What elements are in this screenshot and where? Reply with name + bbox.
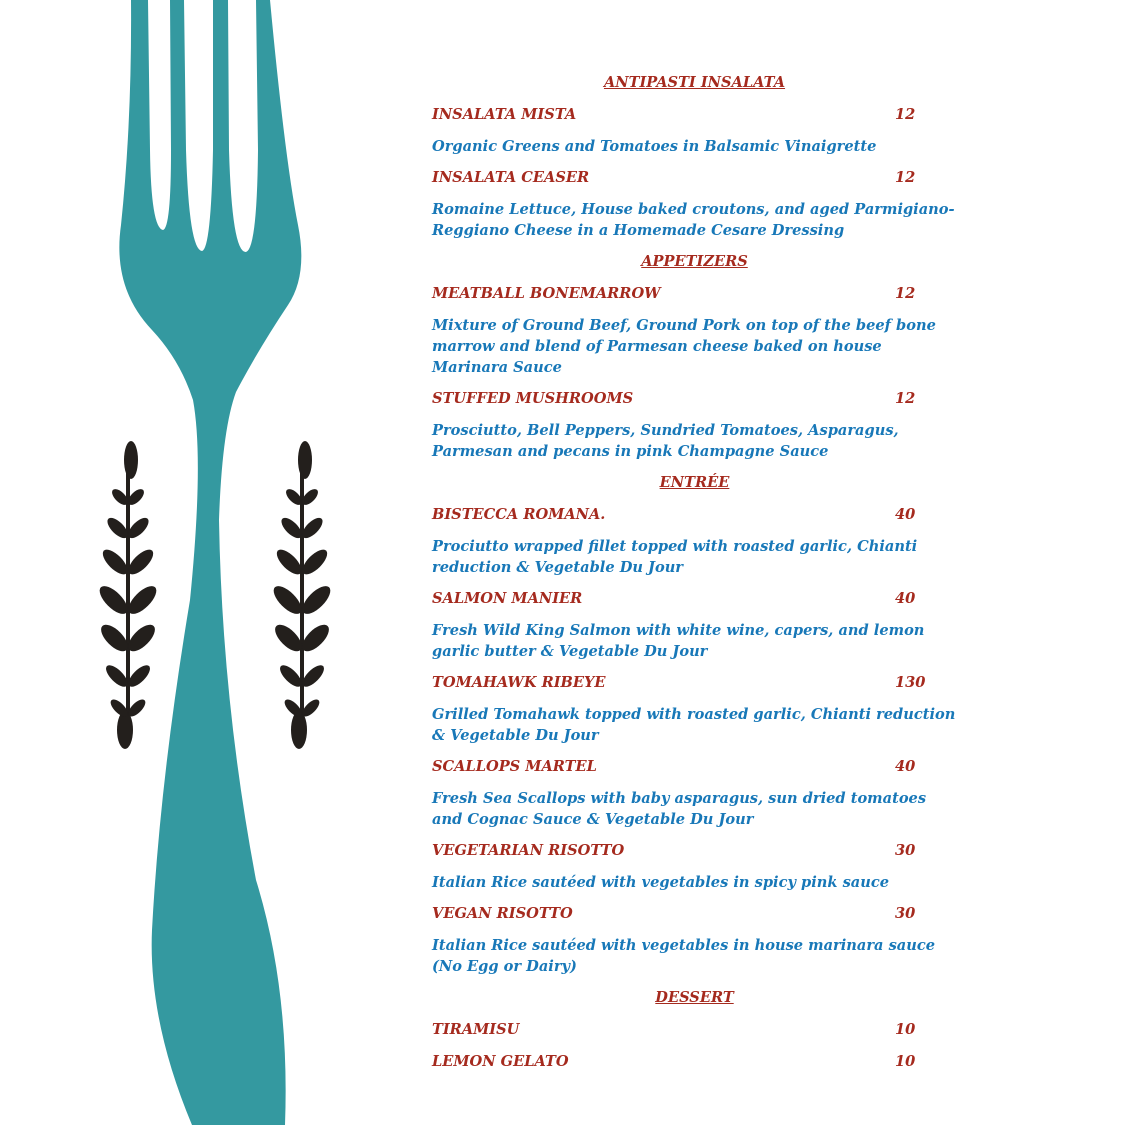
menu-item-insalata-mista [432, 104, 957, 126]
menu-item-salmon-manier [432, 588, 957, 610]
item-name: MEATBALL BONEMARROW [432, 285, 661, 302]
item-price: 30 [895, 842, 916, 859]
section-appetizers [432, 251, 957, 462]
item-description: Prociutto wrapped fillet topped with roasted garlic, Chianti reduction & Vegetable Du Jour [432, 538, 918, 576]
menu-item-insalata-ceaser [432, 167, 957, 189]
item-price: 40 [895, 590, 916, 607]
section-heading: DESSERT [655, 989, 734, 1006]
menu-item-meatball-bonemarrow [432, 283, 957, 305]
decorative-artwork [0, 0, 420, 1125]
menu-content [432, 72, 957, 1073]
section-heading: ENTRÉE [659, 474, 730, 491]
item-name: TIRAMISU [432, 1021, 520, 1038]
section-entree [432, 472, 957, 977]
item-description: Grilled Tomahawk topped with roasted garlic, Chianti reduction & Vegetable Du Jour [432, 706, 956, 744]
item-price: 40 [895, 506, 916, 523]
item-description: Fresh Wild King Salmon with white wine, capers, and lemon garlic butter & Vegetable Du Jour [432, 622, 925, 660]
item-description: Mixture of Ground Beef, Ground Pork on top of the beef bone marrow and blend of Parmesan cheese baked on house Marinara Sauce [432, 317, 936, 376]
menu-item-lemon-gelato [432, 1051, 957, 1073]
item-description: Fresh Sea Scallops with baby asparagus, sun dried tomatoes and Cognac Sauce & Vegetable Du Jour [432, 790, 927, 828]
item-price: 10 [895, 1021, 916, 1038]
item-description: Italian Rice sautéed with vegetables in spicy pink sauce [432, 874, 890, 891]
item-name: LEMON GELATO [432, 1053, 569, 1070]
laurel-sprig-icon [269, 441, 335, 749]
item-price: 10 [895, 1053, 916, 1070]
menu-item-tomahawk-ribeye [432, 672, 957, 694]
item-description: Organic Greens and Tomatoes in Balsamic Vinaigrette [432, 138, 877, 155]
item-price: 30 [895, 905, 916, 922]
menu-item-vegetarian-risotto [432, 840, 957, 862]
item-name: VEGAN RISOTTO [432, 905, 573, 922]
item-name: SCALLOPS MARTEL [432, 758, 597, 775]
section-dessert [432, 987, 957, 1073]
item-name: STUFFED MUSHROOMS [432, 390, 634, 407]
item-name: TOMAHAWK RIBEYE [432, 674, 606, 691]
item-name: SALMON MANIER [432, 590, 583, 607]
item-price: 12 [895, 169, 916, 186]
menu-item-scallops-martel [432, 756, 957, 778]
item-name: INSALATA CEASER [432, 169, 590, 186]
item-price: 12 [895, 106, 916, 123]
menu-item-vegan-risotto [432, 903, 957, 925]
item-description: Prosciutto, Bell Peppers, Sundried Tomatoes, Asparagus, Parmesan and pecans in pink Champagne Sauce [432, 422, 899, 460]
item-price: 12 [895, 390, 916, 407]
item-name: BISTECCA ROMANA. [432, 506, 606, 523]
item-price: 40 [895, 758, 916, 775]
item-name: INSALATA MISTA [432, 106, 577, 123]
laurel-sprig-icon [95, 441, 161, 749]
item-description: Italian Rice sautéed with vegetables in house marinara sauce (No Egg or Dairy) [432, 937, 936, 975]
item-price: 130 [895, 674, 926, 691]
menu-item-stuffed-mushrooms [432, 388, 957, 410]
menu-item-tiramisu [432, 1019, 957, 1041]
menu-item-bistecca-romana [432, 504, 957, 526]
item-name: VEGETARIAN RISOTTO [432, 842, 625, 859]
item-description: Romaine Lettuce, House baked croutons, and aged Parmigiano-Reggiano Cheese in a Homemade Cesare Dressing [432, 201, 955, 239]
section-antipasti [432, 72, 957, 241]
menu-title-clipped [517, 0, 877, 6]
section-heading: APPETIZERS [641, 253, 748, 270]
item-price: 12 [895, 285, 916, 302]
section-heading: ANTIPASTI INSALATA [603, 74, 786, 91]
